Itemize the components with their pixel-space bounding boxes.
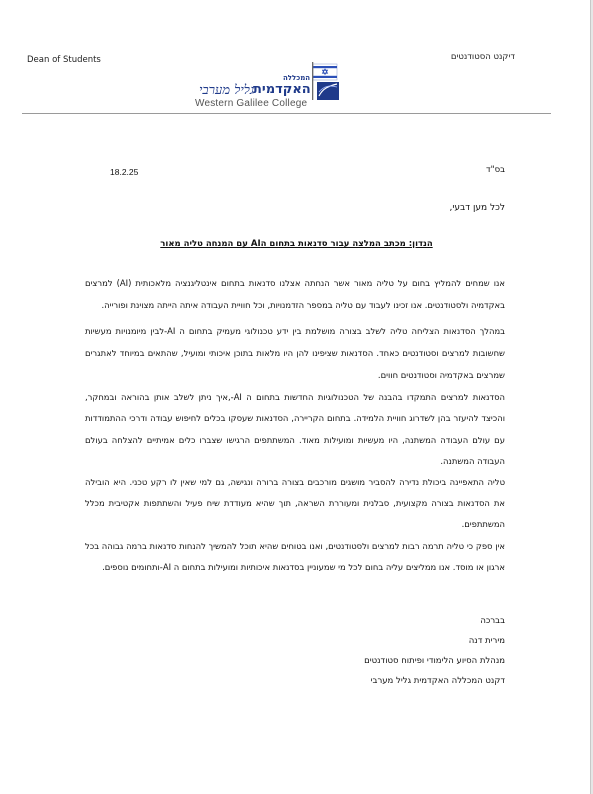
paragraph-conclusion: אין ספק כי טליה תרמה רבות למרצים ולסטודנטים, ואנו בטוחים שהיא תוכל להמשיך להנחות סדנאות ברמה גבוהה בכל ארגון או מוסד. אנו ממליצים עליה בחום לכל מי שמעוניין בסדנאות איכותיות ומועילות בתחום ה AI-ותחומים נוספים.: [85, 540, 505, 573]
logo-hebrew-script: גליל מערבי: [199, 83, 255, 98]
signature-title: מנהלת הסיוע הלימודי ופיתוח סטודנטים: [364, 656, 505, 666]
letter-date: 18.2.25: [110, 167, 139, 177]
paragraph-lecturers: הסדנאות למרצים התמקדו בהבנה של הטכנולוגיות החדשות בתחום ה AI-,איך ניתן לשלב אותן בהוראה ובמחקר, והכיצד להיעזר בהן לשדרוג חוויית הלמידה. בתחום הקריירה, הסדנאות שעסקו בכלים לחיפוש עבודה ודרכי ההתמודדות עם עולם העבודה המשתנה, היו מעשיות ומועילות מאוד. המשתתפים הרגישו שצברו כלים אמיתיים להצלחה בעולם העבודה המשתנה.: [85, 392, 505, 466]
letter-signature: [364, 611, 505, 691]
college-logo: [195, 62, 350, 112]
flag-icon: [307, 60, 343, 100]
logo-english-name: Western Galilee College: [195, 98, 308, 109]
logo-hebrew-academic: האקדמית: [253, 82, 311, 97]
letter-recipient: לכל מען דבעי,: [449, 203, 505, 213]
header-divider: [22, 113, 551, 114]
header-dean-of-students: Dean of Students: [27, 55, 101, 65]
letter-subject: הנדון: מכתב המלצה עבור סדנאות בתחום הAI עם המנחה טליה מאור: [160, 239, 433, 249]
paragraph-intro: אנו שמחים להמליץ בחום על טליה מאור אשר הנחתה אצלנו סדנאות בתחום אינטליגנציה מלאכותית (AI) למרצים באקדמיה ולסטודנטים. אנו זכינו לעבוד עם טליה במספר הזדמנויות, וכל חוויית העבודה איתה הייתה מצוינת ופורייה.: [85, 278, 505, 311]
header-dean-hebrew: דיקנט הסטודנטים: [450, 52, 515, 62]
paragraph-workshops: במהלך הסדנאות הצליחה טליה לשלב בצורה מושלמת בין ידע טכנולוגי מעמיק בתחום ה AI-לבין מיומנויות מעשיות שחשובות למרצים וסטודנטים כאחד. הסדנאות שציפינו להן היו מלאות בתוכן איכותי ומועיל, שהתאים במיוחד לאתגרים שמרצים באקדמיה וסטודנטים חווים.: [85, 325, 505, 380]
logo-hebrew-college: המכללה: [283, 74, 311, 82]
signature-closing: בברכה: [480, 616, 505, 626]
signature-name: מירית דנה: [468, 636, 505, 646]
letter-bsd: בס"ד: [486, 165, 505, 175]
signature-org: דקנט המכללה האקדמית גליל מערבי: [370, 676, 505, 686]
letter-body: [85, 272, 505, 579]
paragraph-talia: טליה התאפיינה ביכולת נדירה להסביר מושגים מורכבים בצורה ברורה ונגישה, גם למי שאין לו רקע טכני. היא הובילה את הסדנאות בצורה מקצועית, סבלנית ומעוררת השראה, תוך שהיא מעודדת שיח פעיל והשתתפות אקטיבית מכלל המשתתפים.: [85, 477, 505, 530]
